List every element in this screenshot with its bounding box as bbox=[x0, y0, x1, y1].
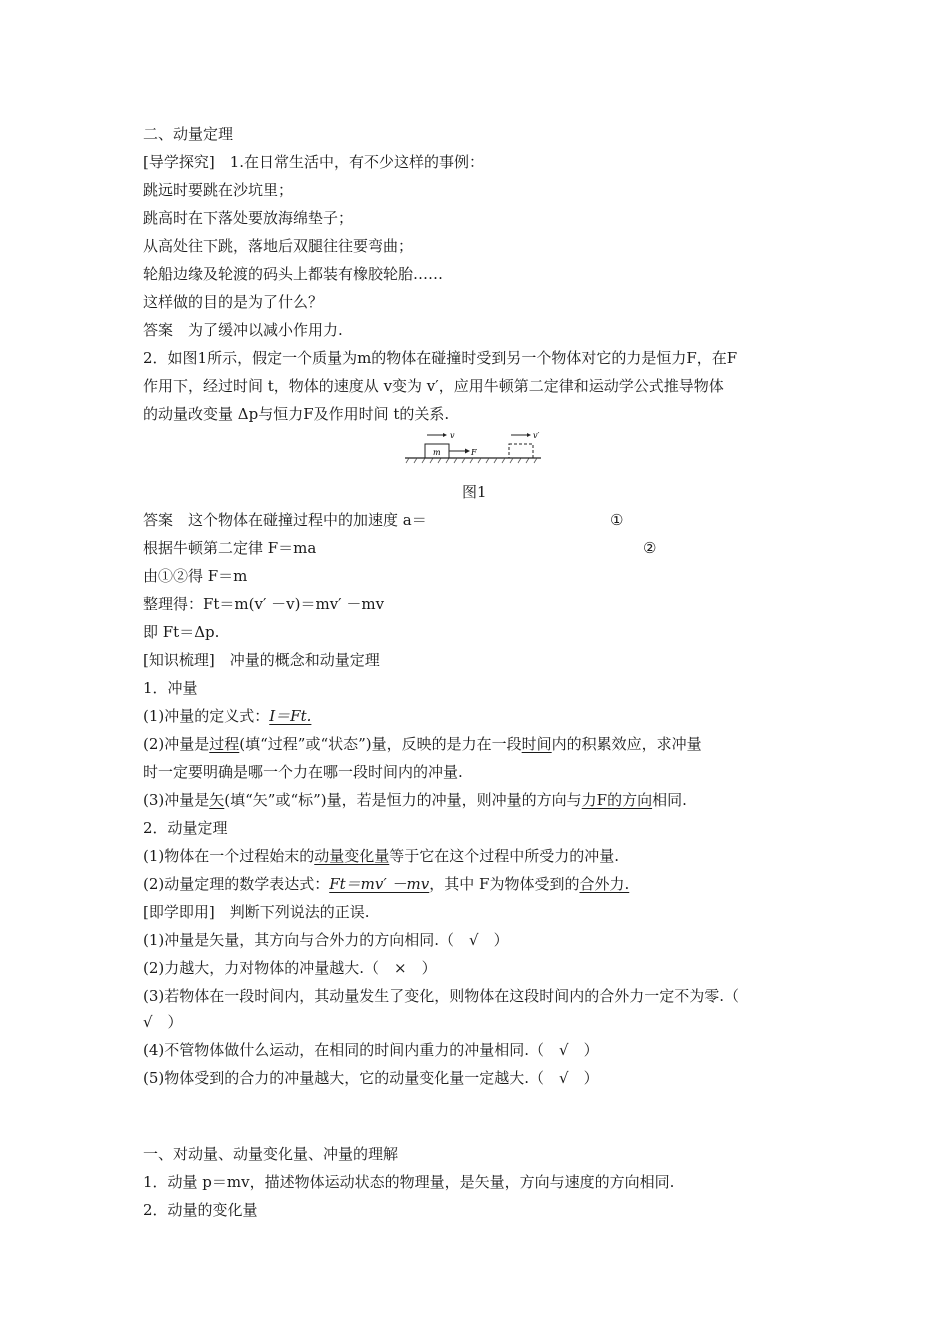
q2-line-1: 2．如图1所示，假定一个质量为m的物体在碰撞时受到另一个物体对它的力是恒力F，在F bbox=[143, 349, 738, 367]
section1-item-1: 1．动量 p＝mv，描述物体运动状态的物理量，是矢量，方向与速度的方向相同. bbox=[143, 1173, 675, 1191]
impulse-3 bbox=[143, 790, 687, 810]
theorem-1-pre: (1)物体在一个过程始末的 bbox=[143, 847, 315, 865]
impulse-head: 1．冲量 bbox=[143, 679, 198, 697]
impulse-3-answer-1: 矢 bbox=[209, 791, 225, 809]
theorem-1 bbox=[143, 846, 619, 866]
impulse-3-answer-2: 力F的方向 bbox=[581, 791, 653, 809]
velocity2-label: v′ bbox=[533, 431, 540, 440]
judge-item-3-cont: √ ） bbox=[143, 1013, 183, 1031]
impulse-2 bbox=[143, 734, 702, 754]
theorem-2-pre: (2)动量定理的数学表达式： bbox=[143, 875, 330, 893]
q1-question: 这样做的目的是为了什么？ bbox=[143, 293, 324, 311]
judge-item-3: (3)若物体在一段时间内，其动量发生了变化，则物体在这段时间内的合外力一定不为零.（ bbox=[143, 987, 740, 1005]
answer-line-5: 即 Ft＝Δp. bbox=[143, 623, 220, 641]
zhishi-title: [知识梳理] 冲量的概念和动量定理 bbox=[143, 651, 380, 669]
daoxue-tag: [导学探究] bbox=[143, 153, 215, 171]
impulse-2-mid: (填“过程”或“状态”)量，反映的是力在一段 bbox=[239, 735, 522, 753]
example-1: 跳远时要跳在沙坑里； bbox=[143, 181, 294, 199]
answer-line-3: 由①②得 F＝m bbox=[143, 567, 248, 585]
impulse-3-pre: (3)冲量是 bbox=[143, 791, 210, 809]
block-m-label: m bbox=[433, 448, 441, 457]
equation-mark-2: ② bbox=[643, 539, 657, 557]
equation-mark-1: ① bbox=[610, 511, 624, 529]
judge-item-5: (5)物体受到的合力的冲量越大，它的动量变化量一定越大.（ √ ） bbox=[143, 1069, 599, 1087]
example-2: 跳高时在下落处要放海绵垫子； bbox=[143, 209, 354, 227]
impulse-def-answer: I＝Ft. bbox=[269, 707, 312, 725]
theorem-2 bbox=[143, 874, 629, 894]
q2-line-3: 的动量改变量 Δp与恒力F及作用时间 t的关系. bbox=[143, 405, 450, 423]
block-figure bbox=[403, 427, 543, 467]
answer-line-1: 答案 这个物体在碰撞过程中的加速度 a＝ bbox=[143, 511, 427, 529]
impulse-2-answer-1: 过程 bbox=[209, 735, 240, 753]
q1-intro: 1.在日常生活中，有不少这样的事例： bbox=[229, 153, 485, 171]
q2-line-2: 作用下，经过时间 t，物体的速度从 v变为 v′，应用牛顿第二定律和运动学公式推导物体 bbox=[143, 377, 724, 395]
answer-line-4: 整理得：Ft＝m(v′ －v)＝mv′ －mv bbox=[143, 595, 385, 613]
ground-hatch bbox=[406, 458, 537, 463]
daoxue-line bbox=[143, 152, 484, 172]
impulse-2-pre: (2)冲量是 bbox=[143, 735, 210, 753]
impulse-def bbox=[143, 706, 311, 726]
section2-title: 二、动量定理 bbox=[143, 125, 234, 143]
impulse-2-line2: 时一定要明确是哪一个力在哪一段时间内的冲量. bbox=[143, 763, 463, 781]
impulse-def-pre: (1)冲量的定义式： bbox=[143, 707, 270, 725]
example-4: 轮船边缘及轮渡的码头上都装有橡胶轮胎…… bbox=[143, 265, 444, 283]
theorem-2-answer-2: 合外力. bbox=[579, 875, 630, 893]
force-label: F bbox=[471, 448, 477, 457]
section1-title: 一、对动量、动量变化量、冲量的理解 bbox=[143, 1145, 399, 1163]
theorem-1-post: 等于它在这个过程中所受力的冲量. bbox=[389, 847, 620, 865]
judge-item-1: (1)冲量是矢量，其方向与合外力的方向相同.（ √ ） bbox=[143, 931, 509, 949]
impulse-3-post: 相同. bbox=[652, 791, 687, 809]
jixue-title: [即学即用] 判断下列说法的正误. bbox=[143, 903, 370, 921]
theorem-1-answer: 动量变化量 bbox=[314, 847, 390, 865]
velocity-label: v bbox=[450, 431, 455, 440]
theorem-head: 2．动量定理 bbox=[143, 819, 228, 837]
example-3: 从高处往下跳，落地后双腿往往要弯曲； bbox=[143, 237, 414, 255]
figure-caption: 图1 bbox=[462, 483, 487, 501]
impulse-2-answer-2: 时间 bbox=[521, 735, 552, 753]
impulse-3-mid: (填“矢”或“标”)量，若是恒力的冲量，则冲量的方向与 bbox=[224, 791, 582, 809]
section1-item-2: 2．动量的变化量 bbox=[143, 1201, 258, 1219]
judge-item-4: (4)不管物体做什么运动，在相同的时间内重力的冲量相同.（ √ ） bbox=[143, 1041, 599, 1059]
impulse-2-post: 内的积累效应，求冲量 bbox=[551, 735, 702, 753]
answer-line-2: 根据牛顿第二定律 F＝ma bbox=[143, 539, 317, 557]
judge-item-2: (2)力越大，力对物体的冲量越大.（ × ） bbox=[143, 959, 437, 977]
block-final bbox=[509, 444, 533, 458]
theorem-2-answer-1: Ft＝mv′ －mv bbox=[329, 875, 430, 893]
theorem-2-mid: ，其中 F为物体受到的 bbox=[429, 875, 580, 893]
q1-answer: 答案 为了缓冲以减小作用力. bbox=[143, 321, 343, 339]
